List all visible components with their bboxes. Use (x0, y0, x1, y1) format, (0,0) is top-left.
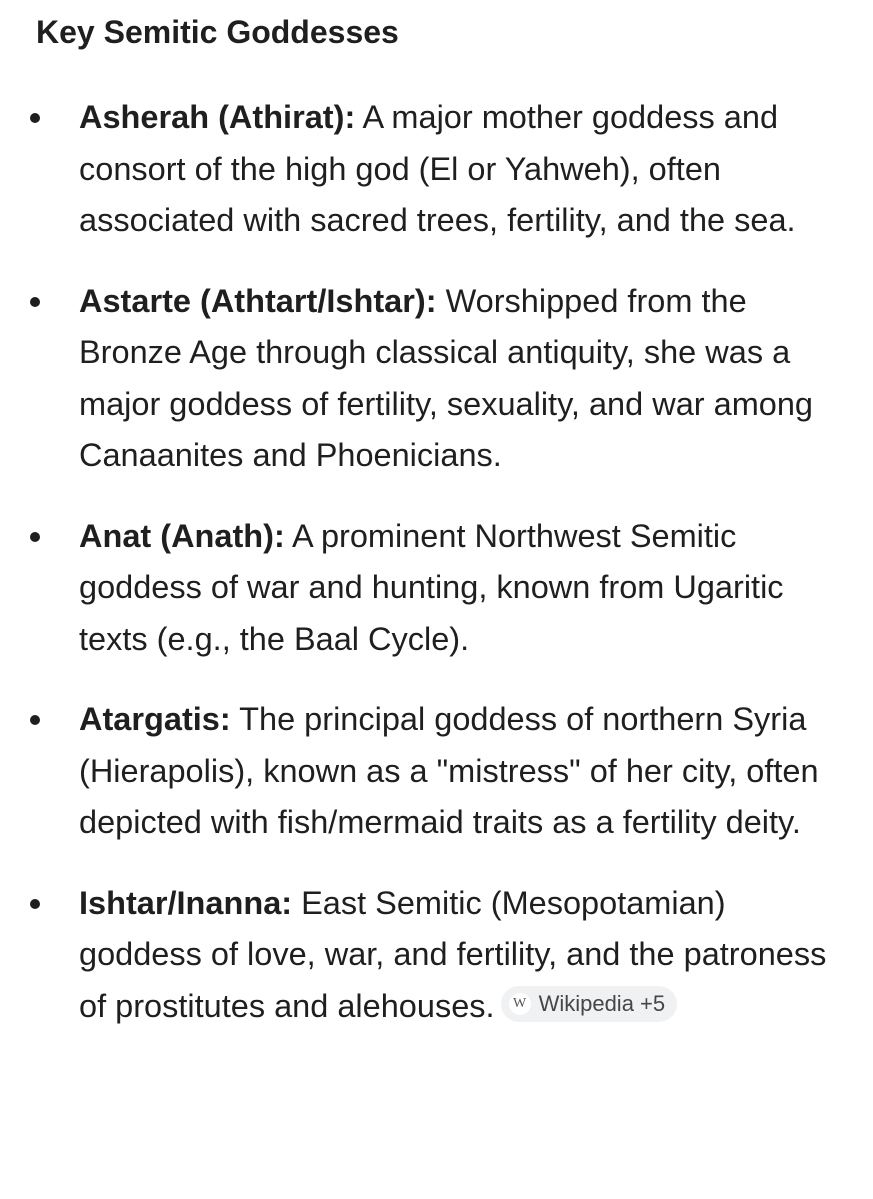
goddess-list (0, 92, 873, 1061)
item-text: East Semitic (Mesopotamian) goddess of love, war, and fertility, and the patroness of prostitutes and alehouses. (79, 884, 827, 1024)
source-chip-label: Wikipedia +5 (538, 990, 666, 1016)
item-term: Atargatis: (79, 701, 231, 737)
item-text: The principal goddess of northern Syria (Hierapolis), known as a "mistress" of her city, often depicted with fish/mermaid traits as a fertility deity. (79, 701, 819, 840)
list-item (0, 92, 873, 247)
item-text: A major mother goddess and consort of the high god (El or Yahweh), often associated with sacred trees, fertility, and the sea. (79, 99, 796, 238)
list-item (0, 694, 873, 849)
bullet-dot (30, 113, 40, 123)
source-chip-button[interactable] (501, 986, 678, 1022)
list-item (0, 511, 873, 666)
section-heading: Key Semitic Goddesses (36, 14, 399, 50)
item-term: Ishtar/Inanna: (79, 884, 293, 921)
item-term: Astarte (Athtart/Ishtar): (79, 282, 437, 319)
bullet-dot (30, 297, 40, 307)
wikipedia-icon: W (509, 993, 531, 1015)
item-text: Worshipped from the Bronze Age through classical antiquity, she was a major goddess of fertility, sexuality, and war among Canaanites and Phoenicians. (79, 282, 813, 473)
item-text: A prominent Northwest Semitic goddess of war and hunting, known from Ugaritic texts (e.g., the Baal Cycle). (79, 517, 784, 657)
list-item (0, 276, 873, 482)
bullet-dot (30, 532, 40, 542)
bullet-dot (30, 899, 40, 909)
item-term: Asherah (Athirat): (79, 99, 356, 135)
item-term: Anat (Anath): (79, 517, 285, 554)
bullet-dot (30, 715, 40, 725)
list-item (0, 878, 873, 1033)
